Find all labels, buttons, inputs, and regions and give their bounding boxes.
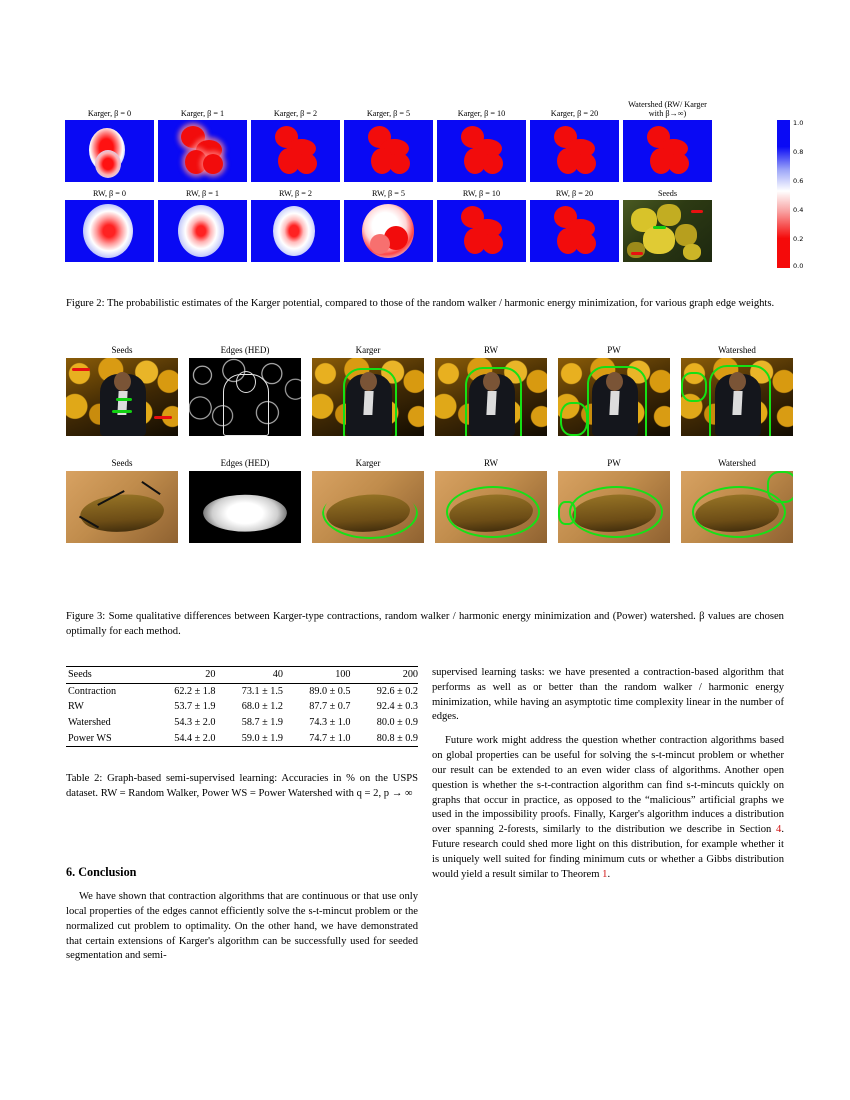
panel-image-watershed	[623, 120, 712, 182]
table-cell: 74.3 ± 1.0	[309, 717, 351, 729]
panel-label: Karger, β = 1	[180, 108, 225, 118]
figure-3-column-label: Edges (HED)	[220, 345, 270, 355]
figure-2-panel	[65, 100, 154, 182]
panel-image-karger-b10	[437, 120, 526, 182]
table-cell: 80.8 ± 0.9	[350, 730, 418, 746]
panel-image-seeds	[623, 200, 712, 262]
table-2-caption	[66, 772, 418, 801]
figure-3-column-label: Karger	[355, 345, 381, 355]
table-2-caption-text: Graph-based semi-supervised learning: Accuracies in % on the USPS dataset. RW = Random Walker, Power WS = Power Watershed with q = 2, p → ∞	[66, 773, 418, 799]
figure-2-panel	[530, 100, 619, 182]
figure-2-caption-label: Figure 2:	[66, 298, 105, 309]
table-cell: 53.7 ± 1.9	[174, 701, 216, 713]
figure-3-column-label: RW	[483, 458, 498, 468]
figure-3-column-label: Seeds	[111, 345, 133, 355]
panel-label: RW, β = 2	[278, 188, 313, 198]
table-cell: 92.4 ± 0.3	[376, 701, 418, 713]
figure-2-caption	[66, 297, 784, 312]
figure-2-panel	[158, 186, 247, 262]
figure-3-row-2-images	[66, 471, 784, 543]
figure-3-caption-text: Some qualitative differences between Karger-type contractions, random walker / harmonic energy minimization and (Power) watershed. β values are chosen optimally for each method.	[66, 611, 784, 637]
figure-3-column-label: Karger	[355, 458, 381, 468]
panel-label: Seeds	[657, 188, 678, 198]
figure-3-column-label: PW	[607, 458, 621, 468]
panel-label: RW, β = 0	[92, 188, 127, 198]
table-2	[66, 666, 418, 747]
figure-2-panel	[623, 100, 712, 182]
figure-2-panel	[623, 186, 712, 262]
figure-3-column-label: PW	[607, 345, 621, 355]
figure-2-panel	[65, 186, 154, 262]
panel-label: Karger, β = 0	[87, 108, 132, 118]
figure-2-panel	[158, 100, 247, 182]
colorbar-tick: 1.0	[793, 119, 804, 127]
panel-image-karger-b2	[251, 120, 340, 182]
panel-image-rw-b10	[437, 200, 526, 262]
table-cell: 73.1 ± 1.5	[215, 683, 283, 699]
colorbar-tick: 0.2	[793, 235, 804, 243]
figure-2-panel	[437, 100, 526, 182]
table-cell-row-name: Power WS	[66, 730, 148, 746]
figure-3-row-2-labels	[66, 458, 784, 471]
panel-image-karger-b20	[530, 120, 619, 182]
section-heading-conclusion: 6. Conclusion	[66, 865, 137, 879]
right-column	[432, 666, 784, 892]
table-header-cell: Seeds	[66, 667, 148, 684]
table-cell: 59.0 ± 1.9	[215, 730, 283, 746]
table-cell: 80.0 ± 0.9	[376, 717, 418, 729]
panel-image-karger-b0	[65, 120, 154, 182]
table-cell: 89.0 ± 0.5	[283, 683, 351, 699]
figure-3	[66, 345, 784, 543]
table-cell-row-name: RW	[68, 701, 84, 713]
lantern-pw-image	[558, 358, 670, 436]
table-header-cell: 40	[215, 667, 283, 684]
panel-label: Karger, β = 20	[550, 108, 599, 118]
colorbar-tick: 0.0	[793, 262, 804, 270]
figure-2-colorbar	[777, 120, 837, 270]
table-cell: 92.6 ± 0.2	[350, 683, 418, 699]
conclusion-paragraph-right-2	[432, 734, 784, 882]
table-cell: 74.7 ± 1.0	[283, 730, 351, 746]
figure-3-column-label: RW	[483, 345, 498, 355]
banana-seeds-image	[66, 471, 178, 543]
figure-2-caption-text: The probabilistic estimates of the Karger potential, compared to those of the random walker / harmonic energy minimization, for various graph edge weights.	[104, 298, 775, 309]
panel-label: Karger, β = 5	[366, 108, 411, 118]
table-2-caption-label: Table 2:	[66, 773, 103, 784]
table-2-grid	[66, 666, 418, 747]
figure-2-panel	[530, 186, 619, 262]
table-cell: 54.3 ± 2.0	[174, 717, 216, 729]
figure-3-row-1-images	[66, 358, 784, 436]
banana-pw-image	[558, 471, 670, 543]
figure-2-panel	[251, 186, 340, 262]
colorbar-gradient	[777, 120, 790, 268]
colorbar-tick: 0.4	[793, 206, 804, 214]
table-header-cell: 100	[283, 667, 351, 684]
table-cell: 54.4 ± 2.0	[148, 730, 216, 746]
panel-label: RW, β = 1	[185, 188, 220, 198]
banana-karger-image	[312, 471, 424, 543]
table-cell-row-name: Contraction	[66, 683, 148, 699]
colorbar-tick: 0.8	[793, 148, 804, 156]
panel-image-rw-b20	[530, 200, 619, 262]
banana-watershed-image	[681, 471, 793, 543]
table-header-cell: 200	[350, 667, 418, 684]
figure-3-row-1-labels	[66, 345, 784, 358]
panel-label: Watershed (RW/ Karger with β→∞)	[628, 99, 707, 118]
lantern-watershed-image	[681, 358, 793, 436]
panel-image-rw-b5	[344, 200, 433, 262]
figure-2-panel	[437, 186, 526, 262]
panel-image-rw-b0	[65, 200, 154, 262]
figure-2-row-1	[65, 100, 785, 182]
panel-label: RW, β = 10	[462, 188, 501, 198]
figure-2	[65, 99, 804, 270]
right-para-2-part-a: Future work might address the question whether contraction algorithms based on global properties can be useful for solving the s-t-mincut problem or whether our result can be extended to an even wider class of algorithms. Another open question is whether the s-t-contraction algorithm can find s-t-mincuts quickly on graphs that occur in practice, as opposed to the “malicious” artificial graphs we used in the impossibility proofs. Finally, Karger's algorithm induces a distribution over spanning 2-forests, similarly to the distribution we describe in Section	[432, 735, 784, 836]
figure-2-row-2	[65, 186, 785, 262]
panel-image-karger-b5	[344, 120, 433, 182]
conclusion-paragraph-right-1: supervised learning tasks: we have presented a contraction-based algorithm that performs as well as or better than the random walker / harmonic energy minimization, while having an asymptotic time complexity linear in the number of edges.	[432, 667, 784, 723]
table-cell: 58.7 ± 1.9	[241, 717, 283, 729]
figure-2-panel	[344, 186, 433, 262]
table-row	[66, 715, 418, 731]
table-header-cell: 20	[148, 667, 216, 684]
table-cell-row-name: Watershed	[68, 717, 111, 729]
panel-label: RW, β = 5	[371, 188, 406, 198]
panel-label: RW, β = 20	[555, 188, 594, 198]
figure-3-column-label: Edges (HED)	[220, 458, 270, 468]
table-row	[66, 683, 418, 699]
panel-image-rw-b1	[158, 200, 247, 262]
table-cell: 87.7 ± 0.7	[309, 701, 351, 713]
lantern-karger-image	[312, 358, 424, 436]
left-column	[66, 864, 418, 973]
figure-3-caption	[66, 610, 784, 639]
table-header-row	[66, 667, 418, 684]
panel-label: Karger, β = 10	[457, 108, 506, 118]
right-para-2-part-b: . Future research could shed more light on this distribution, for example whether it is uniquely well suited for finding minimum cuts or whether a Gibbs distribution would yield a result similar to Theorem	[432, 824, 784, 880]
table-cell: 68.0 ± 1.2	[241, 701, 283, 713]
figure-2-panel	[251, 100, 340, 182]
table-row	[66, 699, 418, 715]
figure-3-column-label: Seeds	[111, 458, 133, 468]
panel-label: Karger, β = 2	[273, 108, 318, 118]
panel-image-karger-b1	[158, 120, 247, 182]
banana-rw-image	[435, 471, 547, 543]
panel-image-rw-b2	[251, 200, 340, 262]
theorem-reference-link[interactable]: 1	[602, 868, 608, 880]
table-row	[66, 730, 418, 746]
figure-3-column-label: Watershed	[718, 458, 756, 468]
conclusion-paragraph-left: We have shown that contraction algorithms that are continuous or that use only local properties of the edges cannot efficiently solve the s-t-mincut problem or the normalized cut problem to optimality. On the other hand, we have demonstrated that certain extensions of Karger's algorithm can be successfully used for seeded segmentation and semi-	[66, 891, 418, 962]
table-cell: 62.2 ± 1.8	[148, 683, 216, 699]
banana-edges-image	[189, 471, 301, 543]
figure-2-panel	[344, 100, 433, 182]
lantern-edges-image	[189, 358, 301, 436]
figure-3-column-label: Watershed	[718, 345, 756, 355]
colorbar-tick: 0.6	[793, 177, 804, 185]
section-reference-link[interactable]: 4	[776, 824, 782, 836]
lantern-seeds-image	[66, 358, 178, 436]
right-para-2-part-c: .	[607, 868, 611, 880]
figure-3-caption-label: Figure 3:	[66, 611, 106, 622]
lantern-rw-image	[435, 358, 547, 436]
